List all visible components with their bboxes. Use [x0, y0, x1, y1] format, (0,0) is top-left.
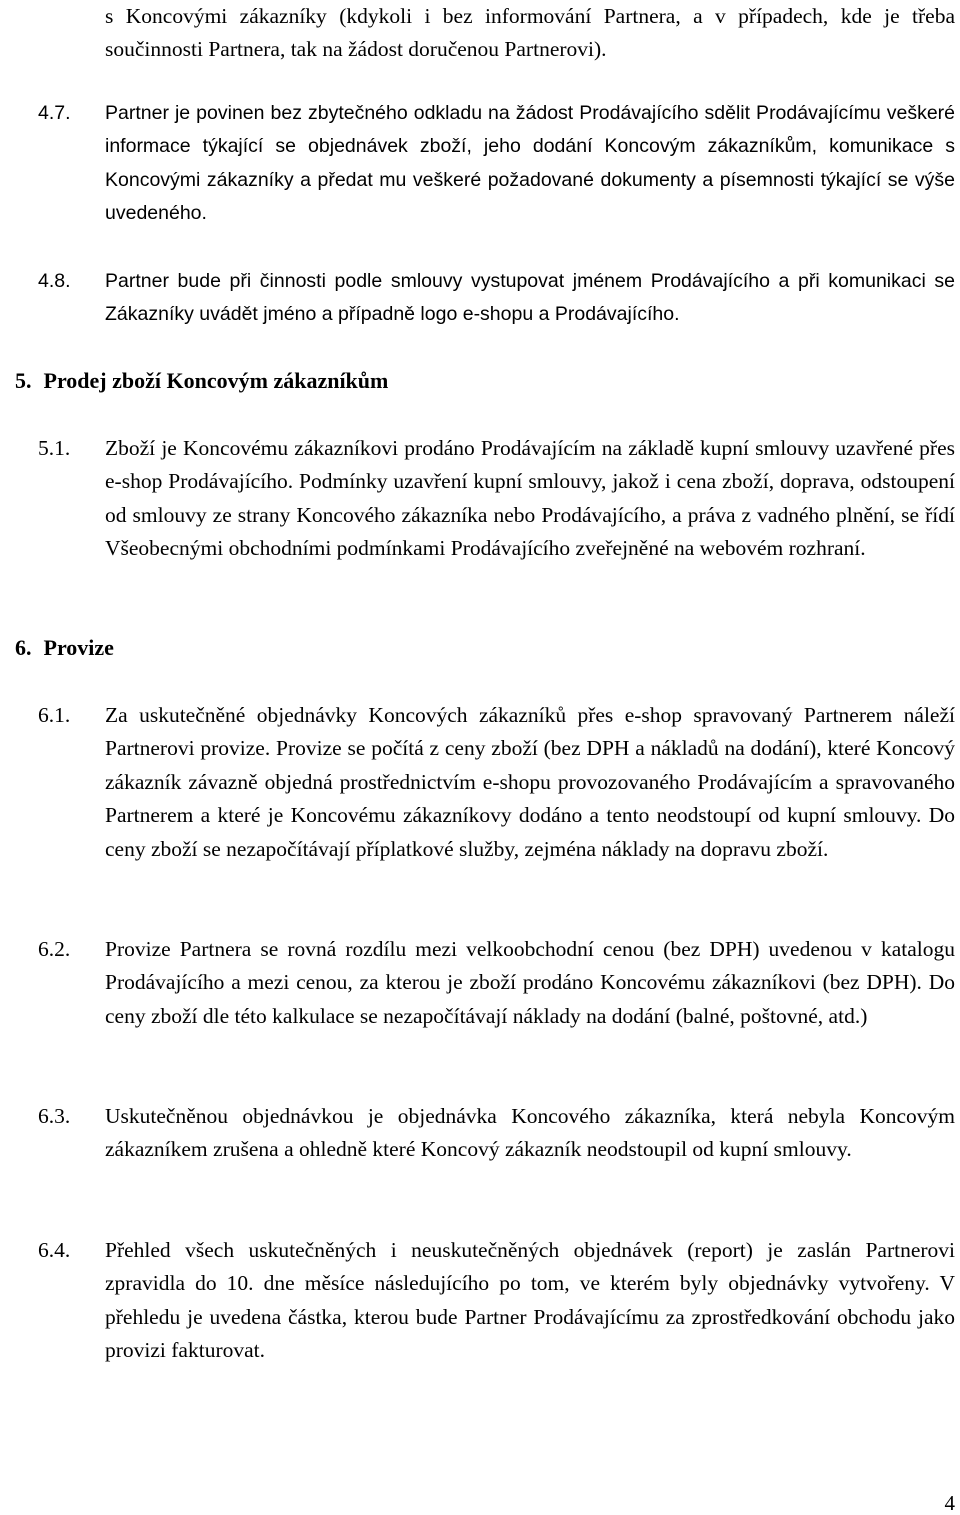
section-heading-5: [15, 364, 388, 397]
section-heading-6: [15, 631, 114, 664]
section-title: Prodej zboží Koncovým zákazníkům: [43, 368, 389, 393]
clause-text: Za uskutečněné objednávky Koncových zákazníků přes e-shop spravovaný Partnerem náleží Partnerovi provize. Provize se počítá z ceny zboží (bez DPH a nákladů na dodání), které Koncový zákazník závazně objedná prostřednictvím e-shopu provozovaného Prodávajícím a spravovaného Partnerem a které je Koncovému zákazníkovy dodáno a tento neodstoupí od kupní smlouvy. Do ceny zboží se nezapočítávají příplatkové služby, zejména náklady na dopravu zboží.: [105, 703, 955, 861]
clause-text: Zboží je Koncovému zákazníkovi prodáno Prodávajícím na základě kupní smlouvy uzavřené přes e-shop Prodávajícího. Podmínky uzavření kupní smlouvy, jakož i cena zboží, doprava, odstoupení od smlouvy ze strany Koncového zákazníka nebo Prodávajícího, a práva z vadného plnění, se řídí Všeobecnými obchodními podmínkami Prodávajícího zveřejněné na webovém rozhraní.: [105, 436, 955, 561]
clause-text: Uskutečněnou objednávkou je objednávka Koncového zákazníka, která nebyla Koncovým zákazníkem zrušena a ohledně které Koncový zákazník neodstoupil od kupní smlouvy.: [105, 1104, 955, 1162]
section-number: 5.: [15, 368, 32, 393]
section-number: 6.: [15, 635, 32, 660]
clause-number: 5.1.: [38, 436, 71, 460]
clause-number: 4.7.: [38, 102, 71, 124]
clause-number: 6.1.: [38, 703, 71, 727]
clause-number: 6.2.: [38, 937, 71, 961]
clause-text: Provize Partnera se rovná rozdílu mezi velkoobchodní cenou (bez DPH) uvedenou v katalogu Prodávajícího a mezi cenou, za kterou je zboží prodáno Koncovému zákazníkovi (bez DPH). Do ceny zboží dle této kalkulace se nezapočítávají náklady na dodání (balné, poštovné, atd.): [105, 937, 955, 1028]
section-title: Provize: [43, 635, 114, 660]
paragraph-text: s Koncovými zákazníky (kdykoli i bez informování Partnera, a v případech, kde je třeba součinnosti Partnera, tak na žádost doručenou Partnerovi).: [105, 4, 955, 62]
page-number: 4: [944, 1491, 955, 1515]
clause-number: 6.4.: [38, 1238, 71, 1262]
clause-text: Partner je povinen bez zbytečného odkladu na žádost Prodávajícího sdělit Prodávajícímu veškeré informace týkající se objednávek zboží, jeho dodání Koncovým zákazníkům, komunikace s Koncovými zákazníky a předat mu veškeré požadované dokumenty a písemnosti týkající se výše uvedeného.: [105, 102, 955, 225]
clause-number: 6.3.: [38, 1104, 71, 1128]
clause-text: Partner bude při činnosti podle smlouvy vystupovat jménem Prodávajícího a při komunikaci se Zákazníky uvádět jméno a případně logo e-shopu a Prodávajícího.: [105, 270, 955, 326]
clause-text: Přehled všech uskutečněných i neuskutečněných objednávek (report) je zaslán Partnerovi zpravidla do 10. dne měsíce následujícího po tom, ve kterém byly objednávky vytvořeny. V přehledu je uvedena částka, kterou bude Partner Prodávajícímu za zprostředkování obchodu jako provizi fakturovat.: [105, 1238, 955, 1363]
clause-number: 4.8.: [38, 270, 71, 292]
